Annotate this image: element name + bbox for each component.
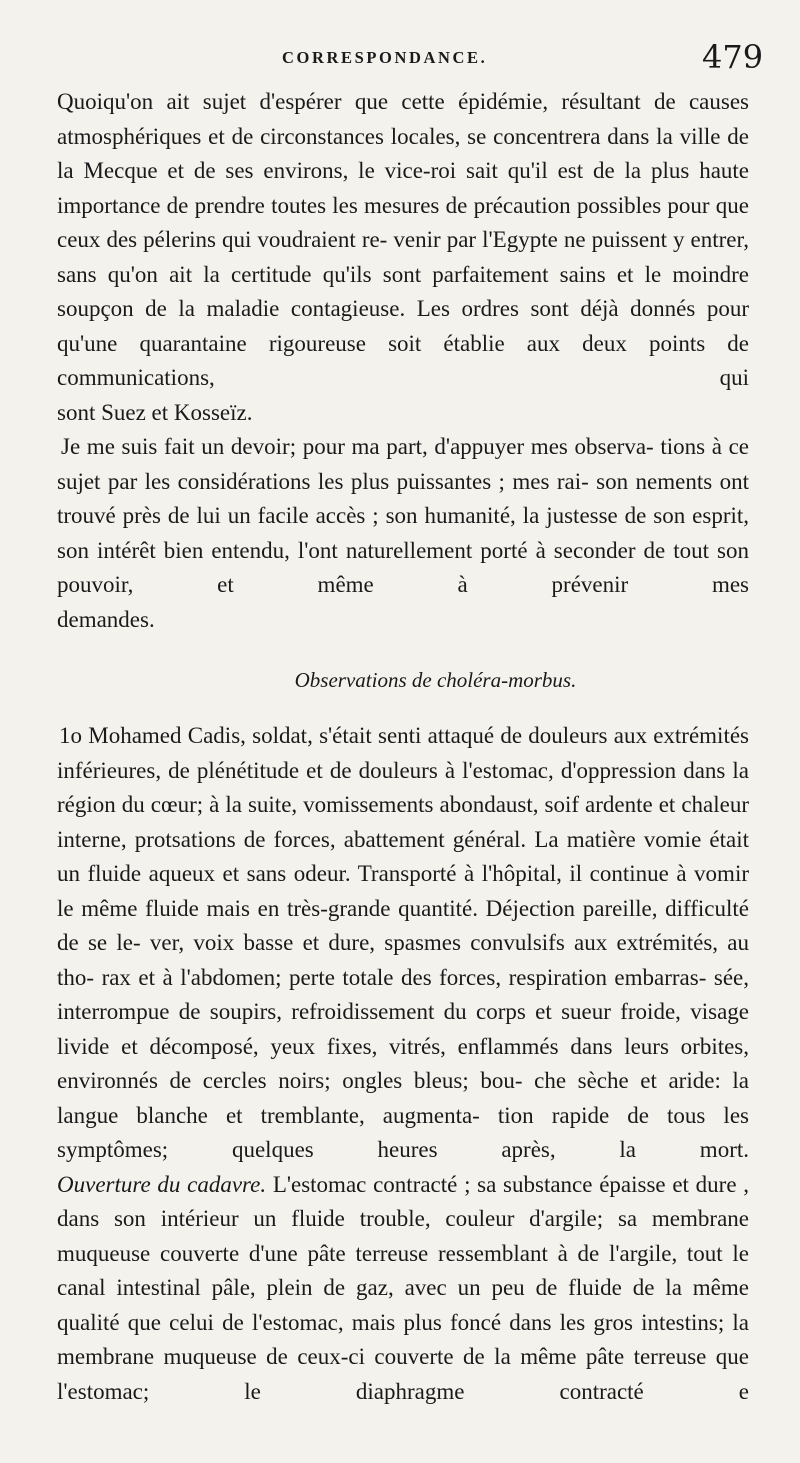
text-line: tion rapide de tous les symptômes; quelques heures après, la mort. (57, 1102, 749, 1162)
paragraph-epidemic-end (57, 396, 749, 431)
page-header (0, 40, 800, 90)
text-line: de la même pâte terreuse que l'estomac; le diaphragme contracté e (57, 1344, 749, 1404)
text-line: Je me suis fait un devoir; pour ma part, d'appuyer mes observa- (61, 434, 654, 459)
autopsy-lead: Ouverture du cadavre. (57, 1171, 267, 1197)
text-line: odeur. Transporté à l'hôpital, il continue à vomir le même fluide (57, 861, 749, 921)
text-line: mais en très-grande quantité. Déjection pareille, difficulté de se le- (57, 895, 750, 955)
text-line: che sèche et aride: la langue blanche et tremblante, augmenta- (57, 1068, 750, 1128)
text-line: abondaust, soif ardente et chaleur interne, protsations de forces, (57, 792, 750, 852)
paragraph-epidemic (57, 85, 749, 396)
text-line: venir par l'Egypte ne puissent y entrer, sans qu'on ait la certitude (57, 227, 749, 287)
text-line: d'oppression dans la région du cœur; à la suite, vomissements (57, 757, 750, 817)
text-line: ver, voix basse et dure, spasmes convulsifs aux extrémités, au tho- (57, 930, 749, 990)
text-line: et dure , dans son intérieur un fluide trouble, couleur d'argile; sa (57, 1171, 749, 1231)
paragraph-autopsy (57, 1168, 749, 1410)
text-line: qu'ils sont parfaitement sains et le moindre soupçon de la maladie (57, 261, 750, 321)
text-line: son nements ont trouvé près de lui un facile accès ; son humanité, la (57, 468, 749, 528)
text-line: sont Suez et Kosseïz. (57, 399, 253, 425)
text-line: dans la ville de la Mecque et de ses environs, le vice-roi sait qu'il (57, 123, 749, 183)
text-line: abattement général. La matière vomie était un fluide aqueux et sans (57, 826, 750, 886)
text-line: rigoureuse soit établie aux deux points de communications, qui (57, 330, 750, 390)
text-line: sée, interrompue de soupirs, refroidissement du corps et sueur (57, 964, 750, 1024)
text-line: Quoiqu'on ait sujet d'espérer que cette épidémie, résultant de (57, 89, 676, 114)
text-line: est de la plus haute importance de prendre toutes les mesures de (57, 158, 749, 218)
text-line: causes atmosphériques et de circonstances locales, se concentrera (57, 89, 749, 149)
text-line: justesse de son esprit, son intérêt bien entendu, l'ont naturellement (57, 503, 750, 563)
text-line: demandes. (57, 606, 155, 632)
running-head: CORRESPONDANCE. (282, 48, 488, 67)
text-line: extrémités inférieures, de plénétitude et de douleurs à l'estomac, (57, 723, 749, 783)
paragraph-case-1 (57, 719, 749, 1168)
text-line: froide, visage livide et décomposé, yeux fixes, vitrés, enflammés (57, 999, 749, 1059)
text-line: dans leurs orbites, environnés de cercles noirs; ongles bleus; bou- (57, 1033, 750, 1093)
text-line: tions à ce sujet par les considérations les plus puissantes ; mes rai- (57, 434, 749, 494)
text-line: rax et à l'abdomen; perte totale des forces, respiration embarras- (101, 964, 707, 990)
text-line: de l'argile, tout le canal intestinal pâle, plein de gaz, avec un peu (57, 1240, 750, 1300)
paragraph-observations-end (57, 603, 749, 638)
text-line: L'estomac contracté ; sa substance épaisse (266, 1171, 666, 1197)
page-number: 479 (702, 38, 764, 76)
text-line: dans les gros intestins; la membrane muqueuse de ceux-ci couverte (57, 1309, 750, 1369)
text-line: contagieuse. Les ordres sont déjà donnés pour qu'une quarantaine (57, 296, 750, 356)
text-line: 1o Mohamed Cadis, soldat, s'était senti attaqué de douleurs aux (59, 723, 647, 748)
text-line: de fluide de la même qualité que celui de l'estomac, mais plus foncé (57, 1275, 749, 1335)
paragraph-observations (57, 430, 749, 603)
text-line: précaution possibles pour que ceux des pélerins qui voudraient re- (57, 192, 750, 252)
text-line: porté à seconder de tout son pouvoir, et même à prévenir mes (57, 537, 749, 597)
text-line: membrane muqueuse couverte d'une pâte terreuse ressemblant à (57, 1206, 749, 1266)
section-subheading: Observations de choléra-morbus. (294, 668, 577, 692)
page-body (57, 85, 749, 1409)
